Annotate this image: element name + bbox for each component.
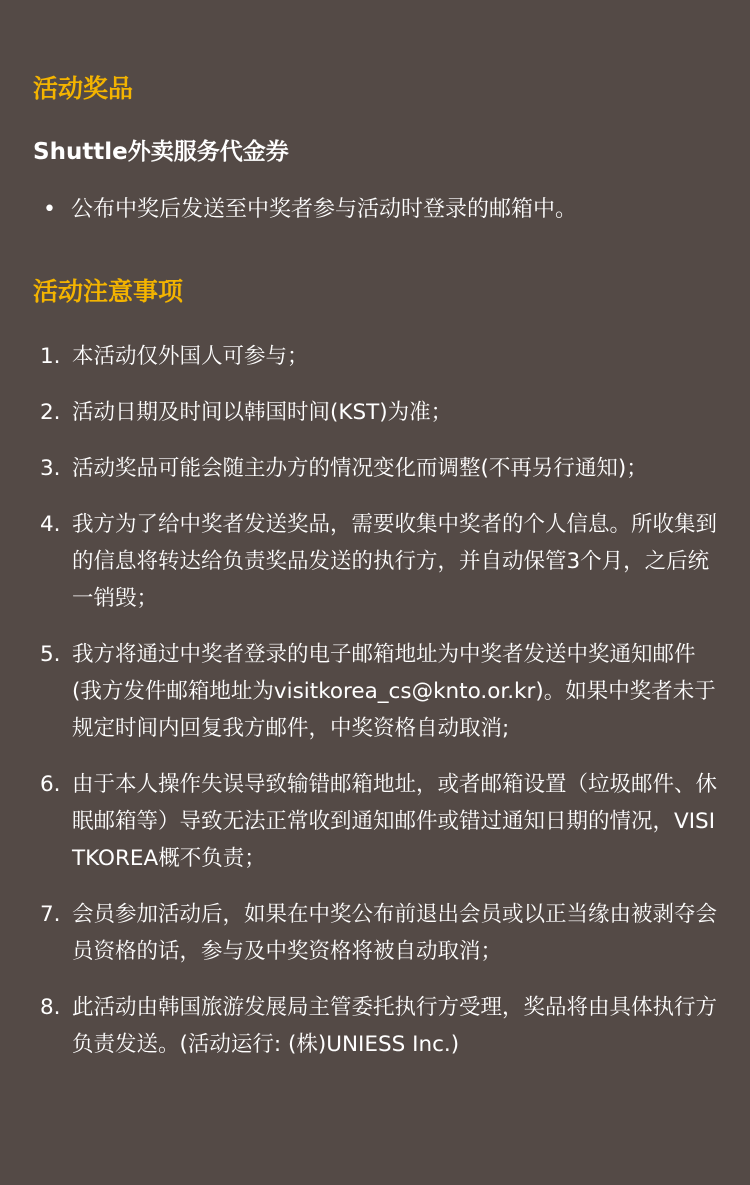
notice-item-2 — [40, 394, 720, 431]
notice-item-number: 4. — [40, 512, 61, 537]
notice-item-number: 8. — [40, 995, 61, 1020]
notice-item-4 — [40, 506, 720, 617]
notice-item-6 — [40, 766, 720, 877]
notice-item-8 — [40, 989, 720, 1063]
notice-list — [40, 338, 720, 1082]
notice-item-text: 本活动仅外国人可参与； — [72, 344, 309, 369]
notice-item-5 — [40, 636, 720, 747]
notice-item-text: 此活动由韩国旅游发展局主管委托执行方受理，奖品将由具体执行方负责发送。(活动运行: (株)UNIESS Inc.) — [72, 995, 718, 1057]
notice-item-1 — [40, 338, 720, 375]
notice-item-number: 6. — [40, 772, 61, 797]
prize-name: Shuttle外卖服务代金券 — [33, 139, 289, 165]
notice-item-number: 2. — [40, 400, 61, 425]
notice-section-title: 活动注意事项 — [33, 277, 184, 306]
notice-item-text: 活动日期及时间以韩国时间(KST)为准； — [72, 400, 453, 425]
prize-delivery-text: 公布中奖后发送至中奖者参与活动时登录的邮箱中。 — [71, 197, 578, 222]
notice-item-7 — [40, 896, 720, 970]
notice-item-text: 我方将通过中奖者登录的电子邮箱地址为中奖者发送中奖通知邮件(我方发件邮箱地址为visitkorea_cs@knto.or.kr)。如果中奖者未于规定时间内回复我方邮件，中奖资格自动取消; — [72, 642, 716, 741]
notice-item-number: 7. — [40, 902, 61, 927]
notice-item-text: 我方为了给中奖者发送奖品，需要收集中奖者的个人信息。所收集到的信息将转达给负责奖品发送的执行方，并自动保管3个月，之后统一销毁； — [72, 512, 718, 611]
notice-item-number: 1. — [40, 344, 61, 369]
prize-delivery-note — [43, 195, 577, 225]
bullet-icon: • — [43, 197, 56, 222]
notice-item-number: 3. — [40, 456, 61, 481]
notice-item-number: 5. — [40, 642, 61, 667]
notice-item-3 — [40, 450, 720, 487]
notice-item-text: 由于本人操作失误导致输错邮箱地址，或者邮箱设置（垃圾邮件、休眠邮箱等）导致无法正常收到通知邮件或错过通知日期的情况，VISITKOREA概不负责； — [72, 772, 718, 871]
notice-item-text: 活动奖品可能会随主办方的情况变化而调整(不再另行通知)； — [72, 456, 648, 481]
prize-section-title: 活动奖品 — [33, 74, 134, 103]
notice-item-text: 会员参加活动后，如果在中奖公布前退出会员或以正当缘由被剥夺会员资格的话，参与及中奖资格将被自动取消； — [72, 902, 718, 964]
